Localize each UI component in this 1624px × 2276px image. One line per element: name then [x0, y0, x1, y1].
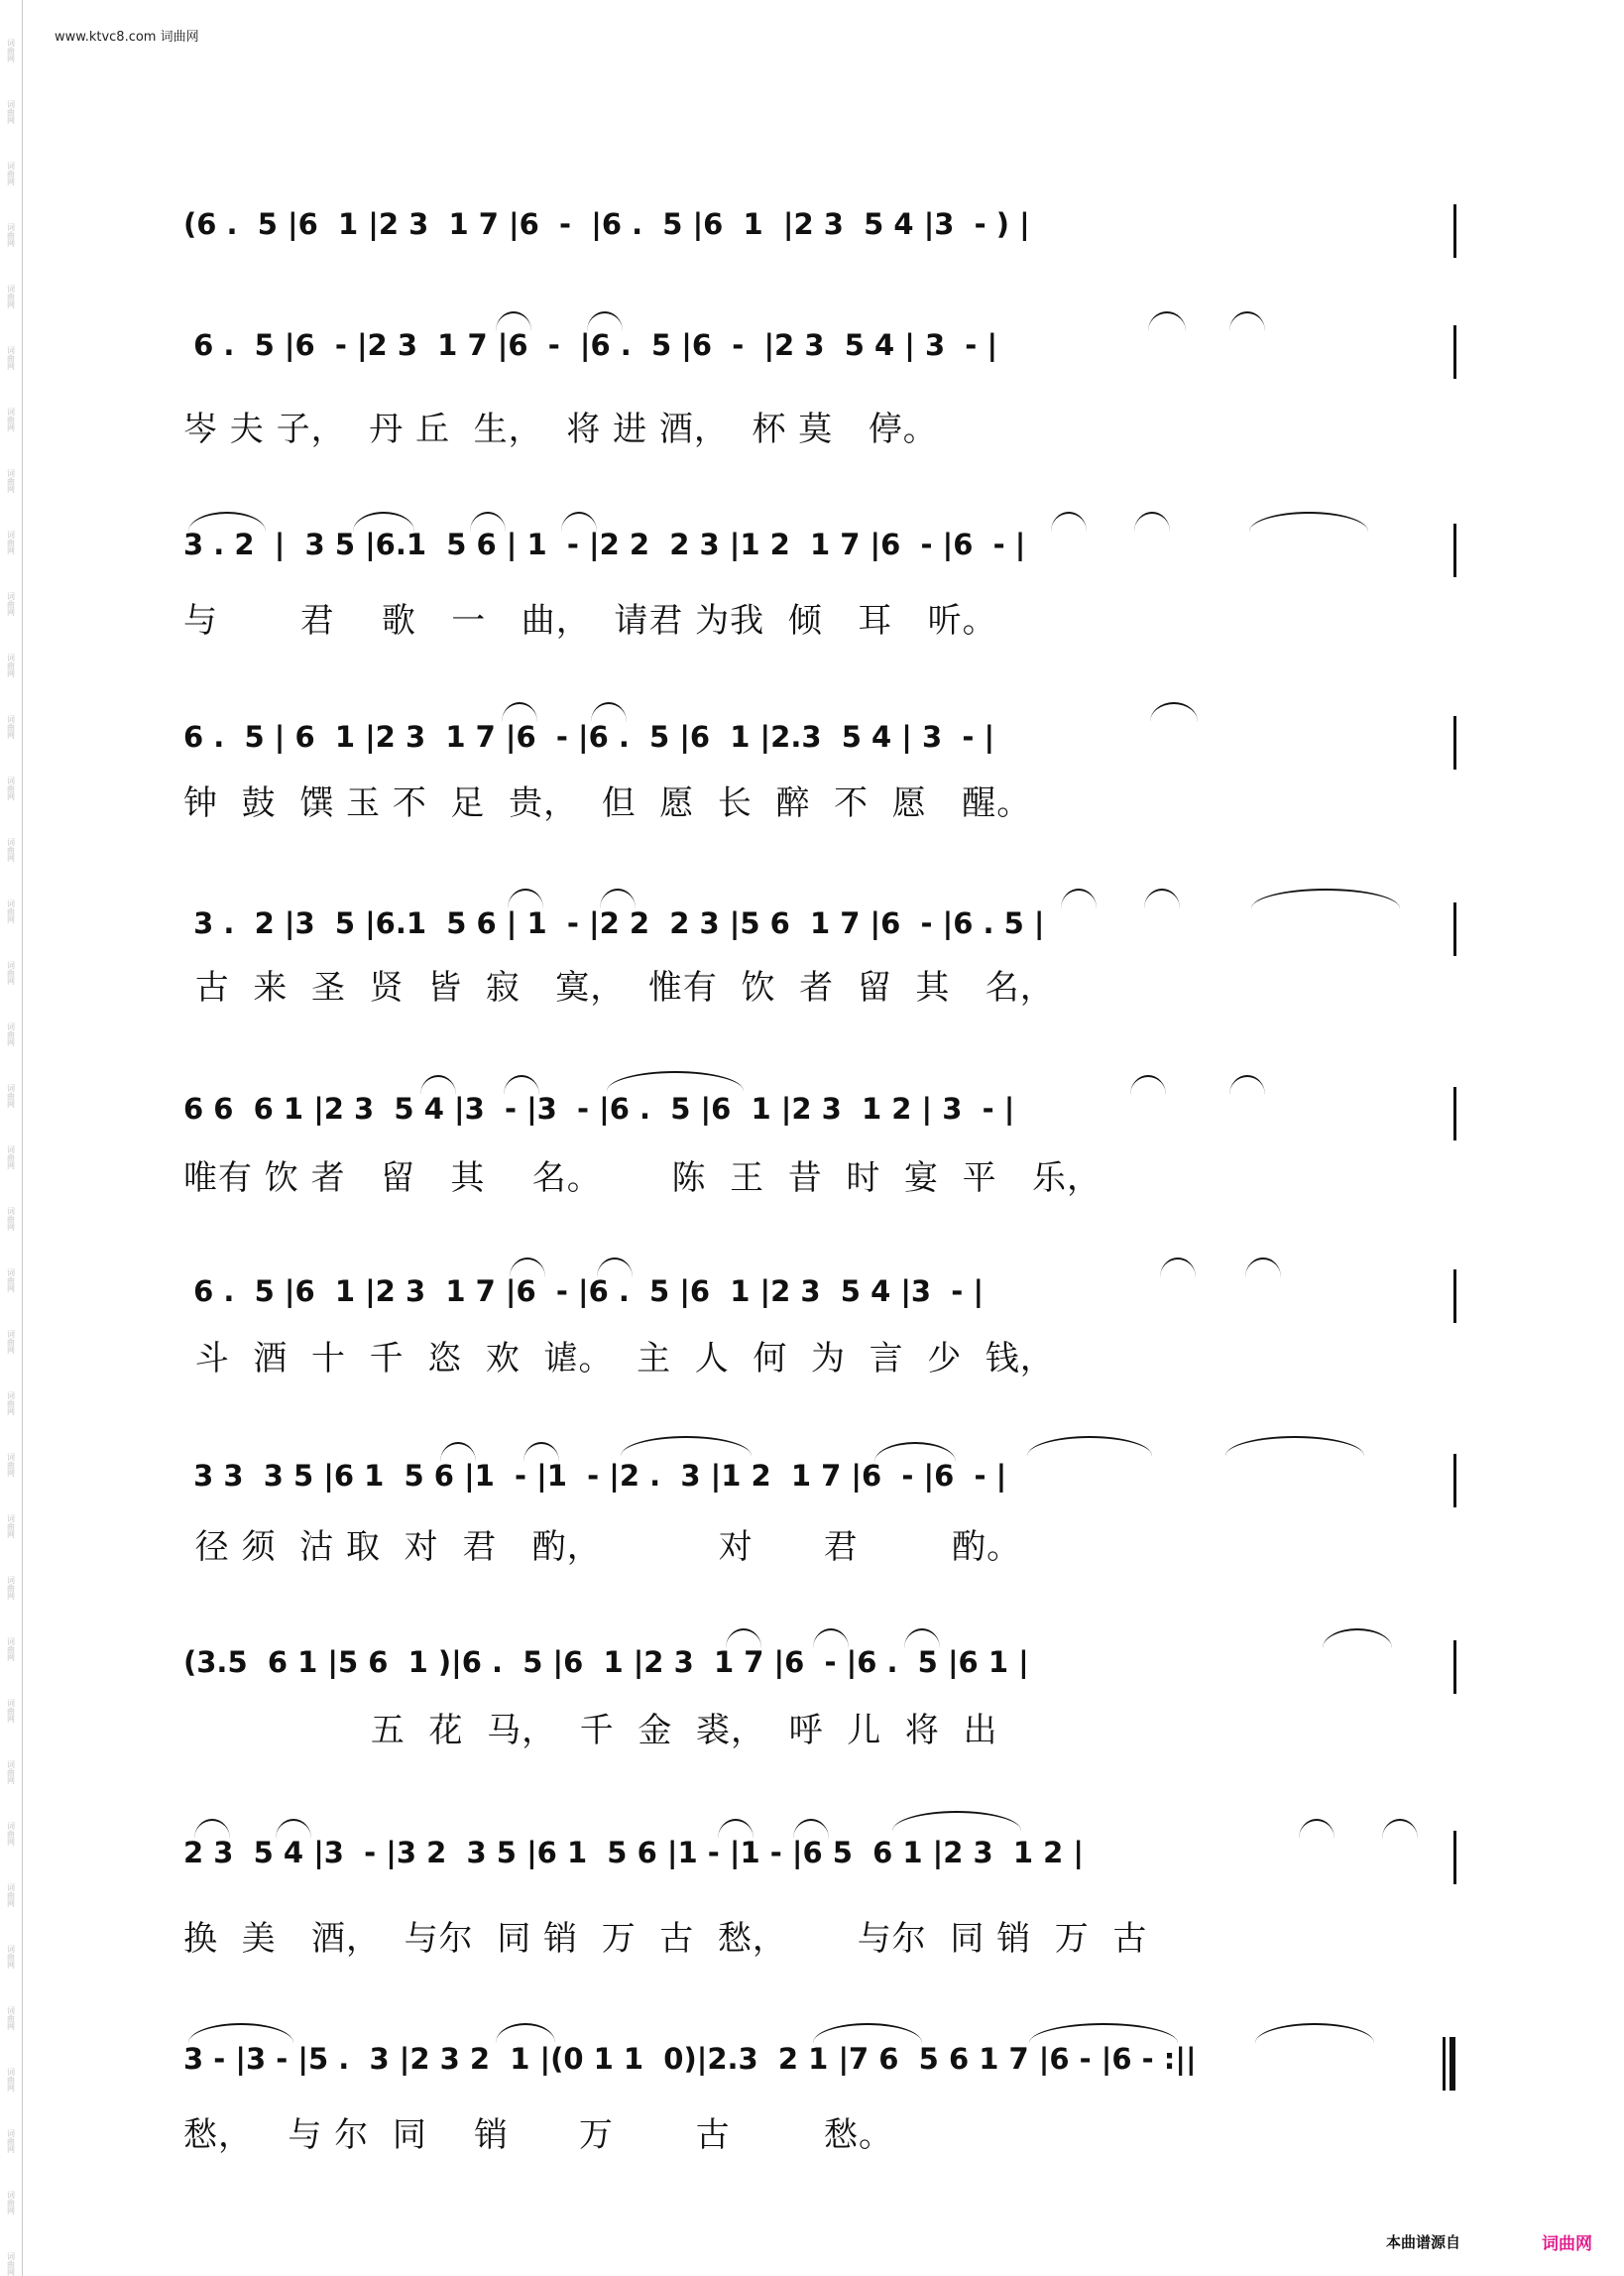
- watermark-glyph: 词 曲 网: [7, 346, 15, 371]
- tie-slur: [353, 512, 414, 532]
- watermark-glyph: 词 曲 网: [7, 1699, 15, 1724]
- watermark-glyph: 词 曲 网: [7, 654, 15, 678]
- tie-slur: [508, 889, 543, 908]
- tie-slur: [496, 311, 531, 331]
- notes-row-3: 3 . 2 | 3 5 |6.1 5 6 | 1 - |2 2 2 3 |1 2 1 7 |6 - |6 - |: [183, 528, 1026, 561]
- watermark-glyph: 词 曲 网: [7, 1883, 15, 1908]
- watermark-glyph: 词 曲 网: [7, 1822, 15, 1847]
- tie-slur: [1251, 889, 1400, 908]
- watermark-glyph: 词 曲 网: [7, 1453, 15, 1478]
- watermark-glyph: 词 曲 网: [7, 162, 15, 186]
- tie-slur: [813, 1628, 849, 1648]
- watermark-glyph: 词 曲 网: [7, 777, 15, 801]
- notes-row-1: (6 . 5 |6 1 |2 3 1 7 |6 - |6 . 5 |6 1 |2 3 5 4 |3 - ) |: [183, 207, 1030, 241]
- tie-slur: [276, 1819, 311, 1839]
- tie-slur: [504, 1075, 539, 1095]
- watermark-glyph: 词 曲 网: [7, 1760, 15, 1785]
- watermark-glyph: 词 曲 网: [7, 285, 15, 309]
- lyric-row-7: 斗 酒 十 千 恣 欢 谑。 主 人 何 为 言 少 钱，: [183, 1339, 1055, 1378]
- tie-slur: [1229, 1075, 1265, 1095]
- watermark-glyph: 词 曲 网: [7, 2068, 15, 2093]
- watermark-glyph: 词 曲 网: [7, 2129, 15, 2154]
- tie-slur: [523, 1442, 559, 1462]
- lyric-row-8: 径 须 沽 取 对 君 酌， 对 君 酌。: [183, 1527, 1022, 1567]
- tie-slur: [1225, 1436, 1364, 1456]
- tie-slur: [194, 1819, 230, 1839]
- tie-slur: [188, 512, 266, 532]
- tie-slur: [607, 1071, 744, 1091]
- notes-row-8: 3 3 3 5 |6 1 5 6 |1 - |1 - |2 . 3 |1 2 1 7 |6 - |6 - |: [183, 1459, 1007, 1493]
- watermark-glyph: 词 曲 网: [7, 1514, 15, 1539]
- watermark-glyph: 词 曲 网: [7, 1637, 15, 1662]
- tie-slur: [1144, 889, 1180, 908]
- row-end-barline: [1453, 325, 1456, 379]
- final-barline-thick: [1450, 2037, 1455, 2091]
- tie-slur: [420, 1075, 456, 1095]
- watermark-glyph: 词 曲 网: [7, 961, 15, 986]
- tie-slur: [561, 512, 597, 532]
- watermark-glyph: 词 曲 网: [7, 2252, 15, 2276]
- lyric-row-3: 与 君 歌 一 曲， 请君 为我 倾 耳 听。: [183, 601, 997, 641]
- watermark-glyph: 词 曲 网: [7, 1084, 15, 1109]
- tie-slur: [1382, 1819, 1418, 1839]
- tie-slur: [793, 1819, 829, 1839]
- watermark-glyph: 词 曲 网: [7, 592, 15, 617]
- tie-slur: [1130, 1075, 1166, 1095]
- notes-row-4: 6 . 5 | 6 1 |2 3 1 7 |6 - |6 . 5 |6 1 |2.3 5 4 | 3 - |: [183, 720, 995, 754]
- watermark-glyph: 词 曲 网: [7, 1391, 15, 1416]
- tie-slur: [587, 311, 623, 331]
- tie-slur: [621, 1436, 752, 1456]
- lyric-row-11: 愁， 与 尔 同 销 万 古 愁。: [183, 2115, 894, 2155]
- row-end-barline: [1453, 524, 1456, 577]
- watermark-glyph: 词 曲 网: [7, 408, 15, 432]
- lyric-row-10: 换 美 酒， 与尔 同 销 万 古 愁， 与尔 同 销 万 古: [183, 1919, 1148, 1959]
- tie-slur: [874, 1442, 956, 1462]
- tie-slur: [1229, 311, 1265, 331]
- watermark-glyph: 词 曲 网: [7, 1268, 15, 1293]
- tie-slur: [718, 1819, 754, 1839]
- final-barline-thin: [1443, 2037, 1446, 2091]
- row-end-barline: [1453, 1831, 1456, 1884]
- row-end-barline: [1453, 902, 1456, 956]
- notes-row-9: (3.5 6 1 |5 6 1 )|6 . 5 |6 1 |2 3 1 7 |6 - |6 . 5 |6 1 |: [183, 1645, 1029, 1679]
- tie-slur: [726, 1628, 761, 1648]
- tie-slur: [1027, 1436, 1152, 1456]
- tie-slur: [1255, 2023, 1374, 2043]
- watermark-strip: [0, 0, 23, 2276]
- tie-slur: [502, 702, 537, 722]
- notes-row-5: 3 . 2 |3 5 |6.1 5 6 | 1 - |2 2 2 3 |5 6 1 7 |6 - |6 . 5 |: [183, 906, 1045, 940]
- watermark-glyph: 词 曲 网: [7, 1207, 15, 1232]
- watermark-glyph: 词 曲 网: [7, 100, 15, 125]
- row-end-barline: [1453, 204, 1456, 258]
- notes-row-11: 3 - |3 - |5 . 3 |2 3 2 1 |(0 1 1 0)|2.3 2 1 |7 6 5 6 1 7 |6 - |6 - :||: [183, 2042, 1197, 2076]
- watermark-glyph: 词 曲 网: [7, 1330, 15, 1355]
- footer-source-label: 本曲谱源自: [1386, 2233, 1461, 2251]
- notes-row-2: 6 . 5 |6 - |2 3 1 7 |6 - |6 . 5 |6 - |2 3 5 4 | 3 - |: [183, 328, 998, 362]
- watermark-glyph: 词 曲 网: [7, 1576, 15, 1601]
- tie-slur: [1051, 512, 1087, 532]
- watermark-glyph: 词 曲 网: [7, 469, 15, 494]
- row-end-barline: [1453, 716, 1456, 770]
- watermark-glyph: 词 曲 网: [7, 223, 15, 248]
- lyric-row-4: 钟 鼓 馔 玉 不 足 贵， 但 愿 长 醉 不 愿 醒。: [183, 783, 1032, 823]
- watermark-glyph: 词 曲 网: [7, 715, 15, 740]
- tie-slur: [1299, 1819, 1334, 1839]
- lyric-row-9: 五 花 马， 千 金 裘， 呼 儿 将 出: [183, 1711, 998, 1750]
- tie-slur: [188, 2023, 293, 2043]
- lyric-row-5: 古 来 圣 贤 皆 寂 寞， 惟有 饮 者 留 其 名，: [183, 968, 1055, 1008]
- watermark-glyph: 词 曲 网: [7, 1945, 15, 1970]
- tie-slur: [600, 889, 636, 908]
- site-header-url[interactable]: www.ktvc8.com 词曲网: [55, 30, 199, 45]
- watermark-glyph: 词 曲 网: [7, 2006, 15, 2031]
- tie-slur: [813, 2023, 922, 2043]
- tie-slur: [1148, 311, 1186, 331]
- watermark-glyph: 词 曲 网: [7, 1022, 15, 1047]
- tie-slur: [904, 1628, 940, 1648]
- tie-slur: [1150, 702, 1198, 722]
- tie-slur: [1245, 1258, 1281, 1277]
- tie-slur: [1061, 889, 1097, 908]
- tie-slur: [597, 1258, 633, 1277]
- lyric-row-6: 唯有 饮 者 留 其 名。 陈 王 昔 时 宴 平 乐，: [183, 1158, 1102, 1198]
- watermark-glyph: 词 曲 网: [7, 899, 15, 924]
- row-end-barline: [1453, 1640, 1456, 1694]
- tie-slur: [1249, 512, 1368, 532]
- footer-logo[interactable]: 词曲网: [1542, 2234, 1592, 2254]
- lyric-row-2: 岑 夫 子， 丹 丘 生， 将 进 酒， 杯 莫 停。: [183, 410, 938, 449]
- row-end-barline: [1453, 1269, 1456, 1323]
- watermark-glyph: 词 曲 网: [7, 838, 15, 863]
- tie-slur: [1134, 512, 1170, 532]
- tie-slur: [510, 1258, 545, 1277]
- row-end-barline: [1453, 1087, 1456, 1140]
- tie-slur: [470, 512, 506, 532]
- notes-row-7: 6 . 5 |6 1 |2 3 1 7 |6 - |6 . 5 |6 1 |2 3 5 4 |3 - |: [183, 1274, 985, 1308]
- notes-row-6: 6 6 6 1 |2 3 5 4 |3 - |3 - |6 . 5 |6 1 |2 3 1 2 | 3 - |: [183, 1092, 1015, 1126]
- watermark-glyph: 词 曲 网: [7, 1145, 15, 1170]
- tie-slur: [892, 1811, 1021, 1831]
- watermark-glyph: 词 曲 网: [7, 531, 15, 555]
- tie-slur: [1323, 1628, 1392, 1648]
- watermark-glyph: 词 曲 网: [7, 2191, 15, 2216]
- notes-row-10: 2 3 5 4 |3 - |3 2 3 5 |6 1 5 6 |1 - |1 - |6 5 6 1 |2 3 1 2 |: [183, 1836, 1085, 1869]
- watermark-glyph: 词 曲 网: [7, 39, 15, 63]
- tie-slur: [440, 1442, 476, 1462]
- tie-slur: [591, 702, 627, 722]
- tie-slur: [1029, 2023, 1178, 2043]
- row-end-barline: [1453, 1454, 1456, 1507]
- tie-slur: [496, 2023, 555, 2043]
- tie-slur: [1160, 1258, 1196, 1277]
